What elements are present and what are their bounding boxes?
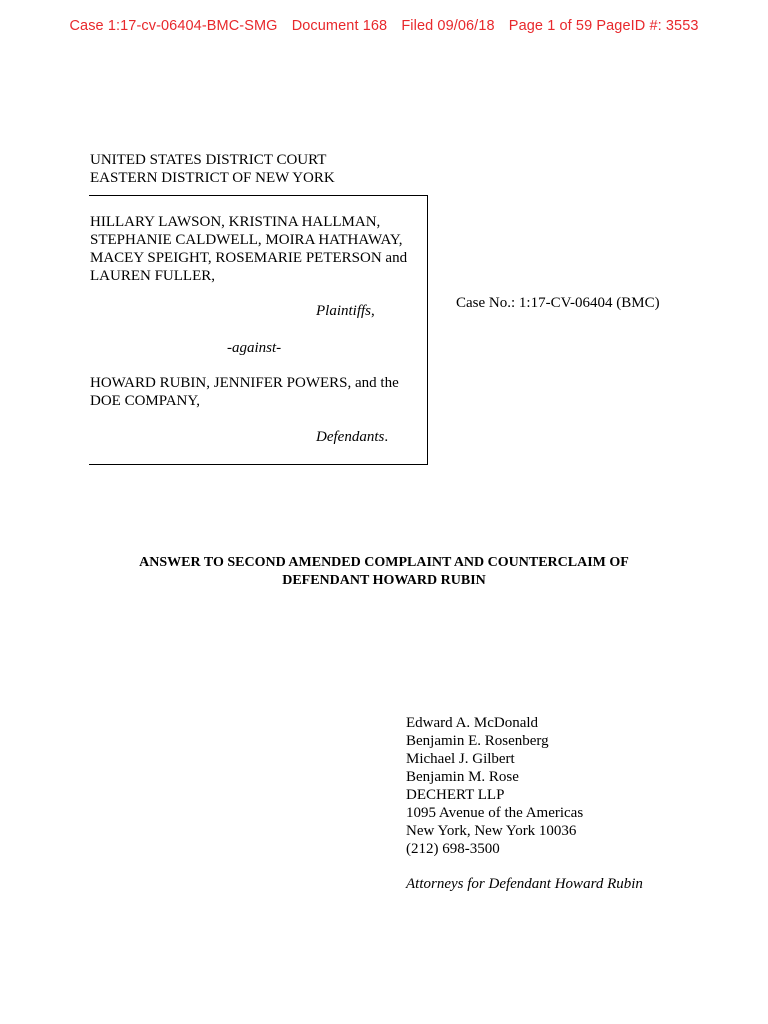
- attorney-block: [406, 714, 583, 858]
- attorney-line: Benjamin M. Rose: [406, 769, 519, 785]
- document-title: [0, 554, 768, 590]
- defendants-role: Defendants.: [316, 429, 389, 445]
- attorney-line: Edward A. McDonald: [406, 715, 539, 731]
- against-label: -against-: [227, 340, 282, 356]
- plaintiffs-role: Plaintiffs,: [316, 303, 375, 319]
- defendants-line: DOE COMPANY,: [90, 393, 201, 409]
- plaintiffs-role-label: Plaintiffs: [316, 303, 372, 319]
- plaintiffs-names: [90, 213, 407, 285]
- header-case-number: Case 1:17-cv-06404-BMC-SMG: [69, 18, 278, 34]
- document-title-line-2: DEFENDANT HOWARD RUBIN: [282, 573, 486, 588]
- plaintiffs-line: LAUREN FULLER,: [90, 268, 215, 284]
- attorney-line: Michael J. Gilbert: [406, 751, 515, 767]
- attorney-line: Benjamin E. Rosenberg: [406, 733, 549, 749]
- attorneys-for-label: Attorneys for Defendant Howard Rubin: [406, 876, 643, 892]
- court-line-1: UNITED STATES DISTRICT COURT: [90, 152, 327, 168]
- defendants-role-label: Defendants: [316, 429, 385, 445]
- defendants-names: [90, 374, 399, 410]
- defendants-line: HOWARD RUBIN, JENNIFER POWERS, and the: [90, 375, 399, 391]
- plaintiffs-line: HILLARY LAWSON, KRISTINA HALLMAN,: [90, 214, 381, 230]
- firm-city: New York, New York 10036: [406, 823, 577, 839]
- firm-address: 1095 Avenue of the Americas: [406, 805, 584, 821]
- case-number: Case No.: 1:17-CV-06404 (BMC): [456, 295, 660, 311]
- document-title-line-1: ANSWER TO SECOND AMENDED COMPLAINT AND COUNTERCLAIM OF: [139, 555, 629, 570]
- header-filed-date: Filed 09/06/18: [401, 18, 495, 34]
- firm-phone: (212) 698-3500: [406, 841, 500, 857]
- ecf-filing-header: [0, 18, 768, 34]
- header-page-info: Page 1 of 59 PageID #: 3553: [508, 18, 699, 34]
- plaintiffs-line: MACEY SPEIGHT, ROSEMARIE PETERSON and: [90, 250, 408, 266]
- court-line-2: EASTERN DISTRICT OF NEW YORK: [90, 170, 335, 186]
- plaintiffs-line: STEPHANIE CALDWELL, MOIRA HATHAWAY,: [90, 232, 403, 248]
- header-document-number: Document 168: [291, 18, 388, 34]
- court-name: [90, 151, 335, 187]
- firm-name: DECHERT LLP: [406, 787, 505, 803]
